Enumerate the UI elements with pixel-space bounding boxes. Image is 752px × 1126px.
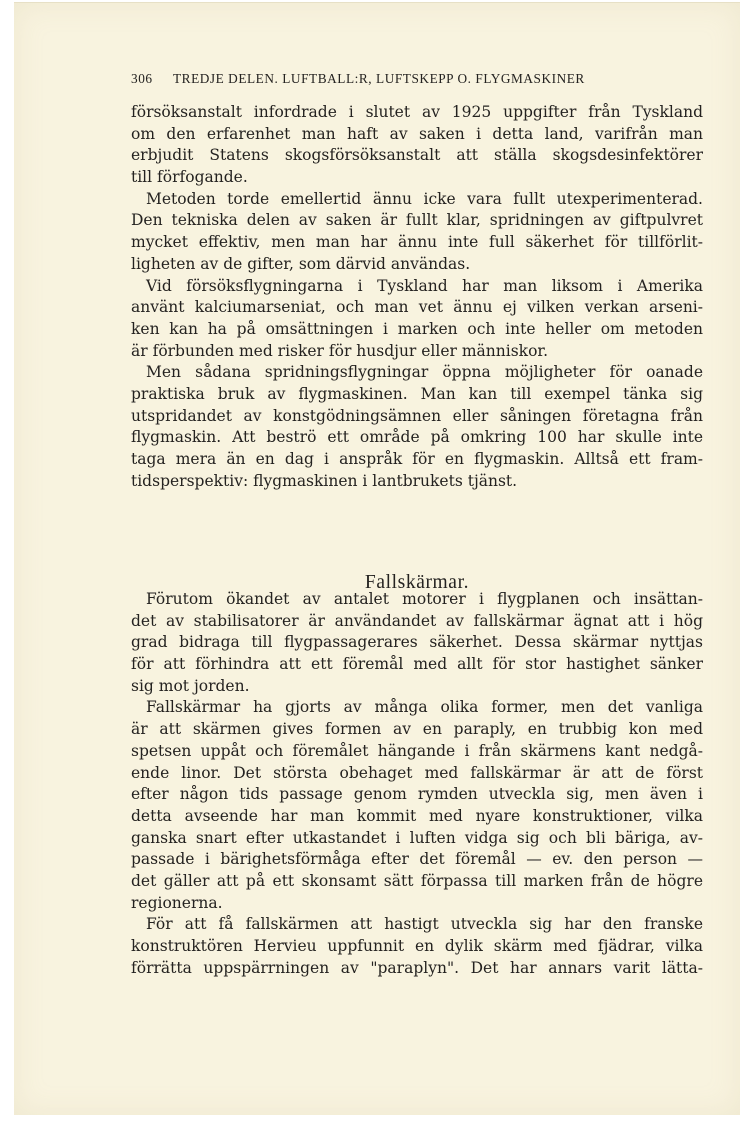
running-title: TREDJE DELEN. LUFTBALL:R, LUFTSKEPP O. FLYGMASKINER: [173, 71, 585, 86]
text-line: förrätta uppspärrningen av "paraplyn". Det har annars varit lätta-: [131, 958, 703, 977]
text-line: erbjudit Statens skogsförsöksanstalt att ställa skogsdesinfektörer: [131, 146, 703, 165]
text-line: om den erfarenhet man haft av saken i detta land, varifrån man: [131, 124, 703, 143]
text-line: Vid försöksflygningarna i Tyskland har man liksom i Amerika: [146, 276, 703, 295]
text-line: För att få fallskärmen att hastigt utveckla sig har den franske: [146, 915, 703, 934]
text-line: ken kan ha på omsättningen i marken och inte heller om metoden: [131, 319, 703, 338]
text-line: det av stabilisatorer är användandet av fallskärmar ägnat att i hög: [131, 611, 703, 630]
text-block-forsoksflygning: [131, 102, 703, 492]
text-line: ende linor. Det största obehaget med fallskärmar är att de först: [131, 763, 703, 782]
text-line: utspridandet av konstgödningsämnen eller såningen företagna från: [131, 406, 703, 425]
text-line: till förfogande.: [131, 168, 248, 187]
text-line: taga mera än en dag i anspråk för en flygmaskin. Alltså ett fram-: [131, 450, 703, 468]
text-line: spetsen uppåt och föremålet hängande i från skärmens kant nedgå-: [131, 741, 703, 760]
text-line: passade i bärighetsförmåga efter det föremål — ev. den person —: [131, 850, 703, 869]
text-line: praktiska bruk av flygmaskinen. Man kan till exempel tänka sig: [131, 384, 703, 403]
book-page: [14, 2, 740, 1115]
text-line: Metoden torde emellertid ännu icke vara fullt utexperimenterad.: [146, 189, 703, 208]
text-line: försöksanstalt infordrade i slutet av 1925 uppgifter från Tyskland: [131, 103, 703, 121]
text-line: sig mot jorden.: [131, 676, 250, 695]
text-line: efter någon tids passage genom rymden utveckla sig, men även i: [131, 785, 703, 804]
text-line: Fallskärmar ha gjorts av många olika former, men det vanliga: [146, 698, 703, 717]
text-line: flygmaskin. Att beströ ett område på omkring 100 har skulle inte: [131, 428, 703, 447]
text-line: det gäller att på ett skonsamt sätt förpassa till marken från de högre: [131, 871, 703, 890]
text-line: för att förhindra att ett föremål med allt för stor hastighet sänker: [131, 655, 703, 674]
text-line: tidsperspektiv: flygmaskinen i lantbrukets tjänst.: [131, 471, 518, 490]
text-line: Men sådana spridningsflygningar öppna möjligheter för oanade: [146, 363, 703, 382]
text-line: Förutom ökandet av antalet motorer i flygplanen och insättan-: [146, 590, 703, 608]
text-line: ganska snart efter utkastandet i luften vidga sig och bli bäriga, av-: [131, 828, 703, 847]
running-header: [131, 71, 703, 87]
text-line: är förbunden med risker för husdjur eller människor.: [131, 341, 549, 360]
text-block-fallskarmar: [131, 589, 703, 979]
text-line: grad bidraga till flygpassagerares säkerhet. Dessa skärmar nyttjas: [131, 633, 703, 652]
page-number: 306: [131, 71, 153, 86]
text-line: Den tekniska delen av saken är fullt klar, spridningen av giftpulvret: [131, 211, 703, 230]
text-line: konstruktören Hervieu uppfunnit en dylik skärm med fjädrar, vilka: [131, 937, 703, 955]
text-line: är att skärmen gives formen av en paraply, en trubbig kon med: [131, 720, 703, 739]
text-line: detta avseende har man kommit med nyare konstruktioner, vilka: [131, 806, 703, 825]
text-line: regionerna.: [131, 893, 223, 912]
text-line: ligheten av de gifter, som därvid användas.: [131, 254, 471, 273]
section-heading: Fallskärmar.: [364, 572, 470, 593]
text-line: använt kalciumarseniat, och man vet ännu ej vilken verkan arseni-: [131, 298, 703, 317]
text-line: mycket effektiv, men man har ännu inte full säkerhet för tillförlit-: [131, 233, 703, 252]
